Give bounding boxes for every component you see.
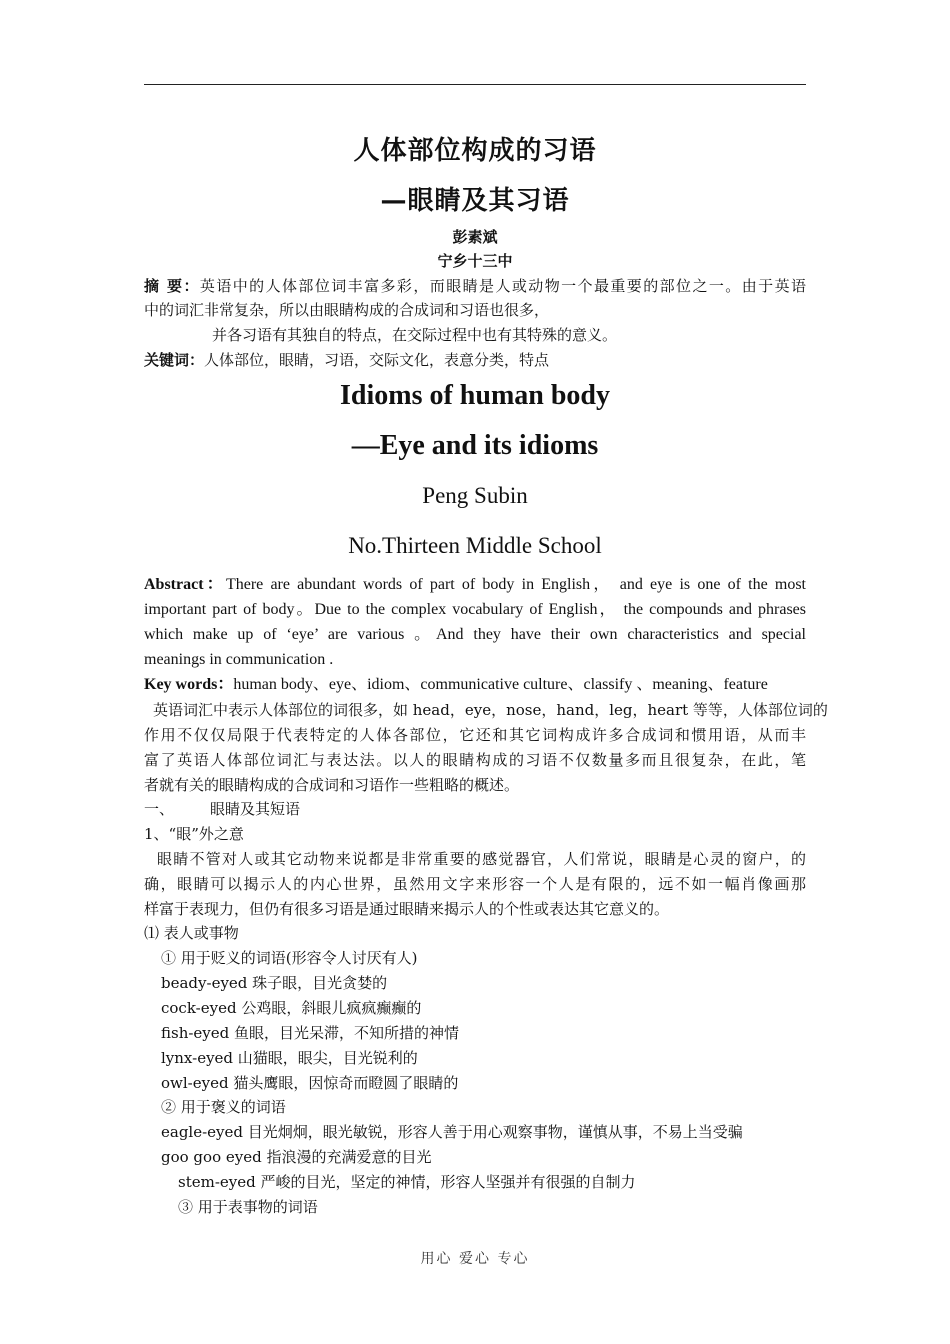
title-cn-sub: —眼睛及其习语 [380,186,570,216]
author-en: Peng Subin [422,483,528,508]
intro-line1: 英语词汇中表示人体部位的词很多，如 head，eye，nose，hand，leg，heart 等等，人体部位词的 [153,701,828,719]
subsection1-1-heading: ⑴ 表人或事物 [144,924,239,942]
category-things: ③ 用于表事物的词语 [178,1198,318,1216]
abstract-cn-line1: 摘 要：英语中的人体部位词丰富多彩，而眼睛是人或动物一个最重要的部位之一。由于英语 [144,277,806,295]
page-footer: 用心 爱心 专心 [420,1251,530,1267]
abstract-en-label: Abstract： [144,576,226,593]
abstract-cn-label: 摘 要： [144,277,200,295]
intro-line3: 富了英语人体部位词汇与表达法。以人的眼睛构成的习语不仅数量多而且很复杂，在此，笔 [144,751,806,769]
term-item: goo goo eyed 指浪漫的充满爱意的目光 [161,1148,432,1166]
term-item: cock-eyed 公鸡眼，斜眼儿疯疯癫癫的 [161,999,422,1017]
para1-line3: 样富于表现力，但仍有很多习语是通过眼睛来揭示人的个性或表达其它意义的。 [144,900,670,918]
section1-title: 眼睛及其短语 [210,800,301,818]
abstract-en-line3: which make up of ‘eye’ are various 。And they have their own characteristics and special [144,626,806,643]
abstract-en-line1: Abstract：There are abundant words of part of body in English， and eye is one of the most [144,576,806,593]
section1-num: 一、 [144,800,175,818]
school-en: No.Thirteen Middle School [348,533,602,558]
title-cn-main: 人体部位构成的习语 [353,136,597,166]
keywords-cn: 关键词：人体部位，眼睛，习语，交际文化，表意分类，特点 [144,351,550,369]
para1-line2: 确，眼睛可以揭示人的内心世界，虽然用文字来形容一个人是有限的，远不如一幅肖像画那 [144,875,806,893]
keywords-en: Key words：human body、eye、idiom、communicative culture、classify 、meaning、feature [144,676,768,693]
term-item: lynx-eyed 山猫眼，眼尖，目光锐利的 [161,1049,418,1067]
abstract-cn-line2: 中的词汇非常复杂，所以由眼睛构成的合成词和习语也很多， [144,301,550,319]
title-en-main: Idioms of human body [340,380,610,411]
keywords-en-label: Key words： [144,676,234,693]
term-item: fish-eyed 鱼眼，目光呆滞，不知所措的神情 [161,1024,460,1042]
term-item: stem-eyed 严峻的目光，坚定的神情，形容人坚强并有很强的自制力 [178,1173,636,1191]
section1-heading [144,799,806,819]
abstract-en-line2: important part of body。Due to the complex vocabulary of English， the compounds and phrases [144,601,807,618]
para1-line1: 眼睛不管对人或其它动物来说都是非常重要的感觉器官，人们常说，眼睛是心灵的窗户，的 [157,850,806,868]
category-derogatory: ① 用于贬义的词语(形容令人讨厌有人) [161,949,418,967]
header-rule [144,84,806,85]
abstract-en-line4: meanings in communication . [144,651,334,668]
title-en-sub: —Eye and its idioms [351,430,599,461]
subsection1-heading: 1、“眼”外之意 [144,825,244,843]
term-item: owl-eyed 猫头鹰眼，因惊奇而瞪圆了眼睛的 [161,1074,459,1092]
author-cn: 彭素斌 [452,228,498,246]
abstract-cn-line3: 并各习语有其独自的特点，在交际过程中也有其特殊的意义。 [212,326,618,344]
intro-line4: 者就有关的眼睛构成的合成词和习语作一些粗略的概述。 [144,776,520,794]
keywords-cn-label: 关键词： [144,351,205,369]
intro-line2: 作用不仅仅局限于代表特定的人体各部位，它还和其它词构成许多合成词和惯用语，从而丰 [144,726,806,744]
school-cn: 宁乡十三中 [437,252,513,270]
category-commendatory: ② 用于褒义的词语 [161,1098,286,1116]
term-item: eagle-eyed 目光炯炯，眼光敏锐，形容人善于用心观察事物，谨慎从事，不易上当受骗 [161,1123,743,1141]
term-item: beady-eyed 珠子眼，目光贪婪的 [161,974,388,992]
